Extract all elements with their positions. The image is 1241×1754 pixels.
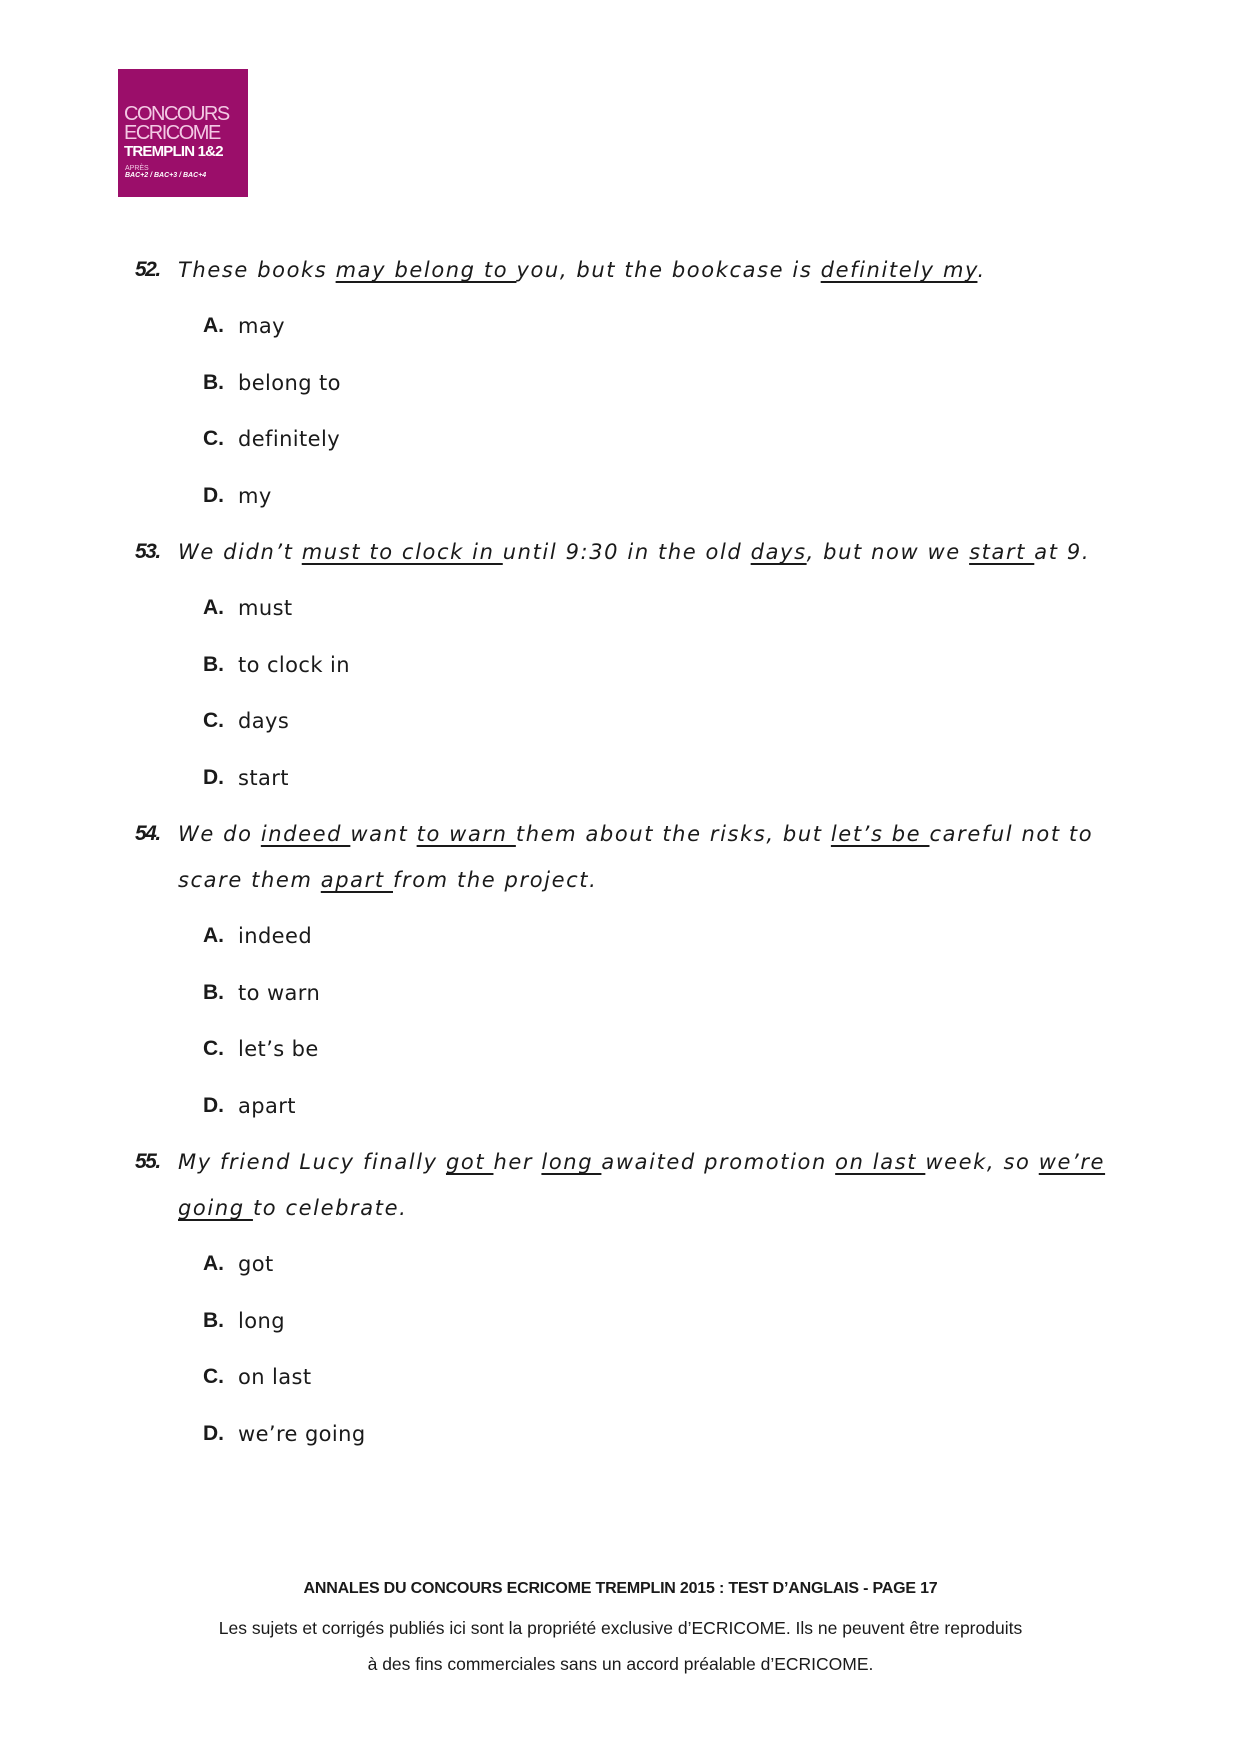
option-letter: B. <box>203 980 224 1004</box>
logo-text: TREMPLIN 1&2 <box>124 143 223 160</box>
underlined-segment: we’re going <box>178 1150 1106 1220</box>
option-text: may <box>238 314 285 338</box>
option-letter: C. <box>203 427 224 450</box>
answer-option <box>0 360 1241 417</box>
option-letter: A. <box>203 924 224 947</box>
question-number: 53. <box>135 540 160 563</box>
option-text: days <box>238 709 290 733</box>
question-number: 52. <box>135 258 160 281</box>
underlined-segment: indeed <box>260 822 351 846</box>
question-text: you, but the bookcase is <box>516 258 821 282</box>
footer-notice-line: à des fins commerciales sans un accord préalable d’ECRICOME. <box>367 1654 874 1674</box>
question-text: , but now we <box>806 540 970 564</box>
question-text: awaited promotion <box>601 1150 836 1174</box>
answer-option <box>0 913 1241 970</box>
answer-option <box>0 1026 1241 1083</box>
footer-title: ANNALES DU CONCOURS ECRICOME TREMPLIN 2015 : TEST D’ANGLAIS - PAGE 17 <box>303 1580 938 1597</box>
question-text: her <box>493 1150 542 1174</box>
option-letter: A. <box>203 596 224 619</box>
option-letter: C. <box>203 1037 224 1060</box>
option-letter: B. <box>203 370 224 394</box>
page-footer <box>0 1580 1241 1682</box>
question-text: at 9. <box>1034 540 1091 564</box>
footer-notice <box>0 1610 1241 1682</box>
question-text: My friend Lucy finally <box>178 1150 446 1174</box>
option-text: to clock in <box>238 652 350 677</box>
question-text: want <box>350 822 417 846</box>
option-text: to warn <box>238 980 321 1005</box>
answer-option <box>0 1241 1241 1298</box>
underlined-segment: start <box>969 540 1035 564</box>
question-text: week, so <box>925 1150 1039 1174</box>
option-text: must <box>238 596 293 620</box>
question <box>0 529 1138 575</box>
option-text: definitely <box>238 427 341 451</box>
answer-option <box>0 303 1241 360</box>
question-text: We didn’t <box>178 540 302 564</box>
option-text: start <box>238 765 289 790</box>
question-text: careful not to scare them <box>178 822 1094 892</box>
underlined-segment: apart <box>320 868 393 892</box>
underlined-segment: long <box>541 1150 602 1174</box>
option-letter: D. <box>203 1421 224 1445</box>
option-text: apart <box>238 1093 296 1118</box>
answer-option <box>0 416 1241 473</box>
option-text: we’re going <box>238 1421 366 1446</box>
option-text: long <box>238 1308 285 1333</box>
option-letter: C. <box>203 709 224 732</box>
option-text: let’s be <box>238 1037 319 1061</box>
answer-option <box>0 970 1241 1027</box>
underlined-segment: to warn <box>416 822 516 846</box>
footer-notice-line: Les sujets et corrigés publiés ici sont la propriété exclusive d’ECRICOME. Ils ne peuvent être reproduits <box>218 1618 1023 1638</box>
option-text: my <box>238 483 272 508</box>
ecricome-logo <box>118 69 248 197</box>
question-number: 54. <box>135 822 160 845</box>
underlined-segment: must to clock in <box>301 540 503 564</box>
answer-option <box>0 1298 1241 1355</box>
question-text: These books <box>178 258 336 282</box>
answer-option <box>0 473 1241 530</box>
question-number: 55. <box>135 1150 160 1173</box>
underlined-segment: on last <box>835 1150 926 1174</box>
option-letter: A. <box>203 314 224 337</box>
question-list <box>0 247 1241 1467</box>
underlined-segment: let’s be <box>830 822 930 846</box>
underlined-segment: days <box>750 540 807 564</box>
logo-text: BAC+2 / BAC+3 / BAC+4 <box>125 172 207 179</box>
option-letter: D. <box>203 765 224 789</box>
option-letter: B. <box>203 652 224 676</box>
answer-option <box>0 755 1241 812</box>
answer-option <box>0 1083 1241 1140</box>
option-letter: D. <box>203 1093 224 1117</box>
question-text: to celebrate. <box>252 1196 408 1220</box>
option-text: indeed <box>238 924 313 948</box>
question-text: from the project. <box>393 868 598 892</box>
logo-text: ECRICOME <box>124 122 220 144</box>
answer-option <box>0 1354 1241 1411</box>
underlined-segment: got <box>445 1150 494 1174</box>
option-letter: B. <box>203 1308 224 1332</box>
option-text: belong to <box>238 370 341 395</box>
logo-text: APRÈS <box>125 165 149 172</box>
question <box>0 811 1138 903</box>
logo-text: CONCOURS <box>124 103 229 125</box>
question <box>0 247 1138 293</box>
question-text: them about the risks, but <box>515 822 831 846</box>
answer-option <box>0 698 1241 755</box>
underlined-segment: may belong to <box>335 258 517 282</box>
option-letter: D. <box>203 483 224 507</box>
option-letter: C. <box>203 1365 224 1388</box>
question <box>0 1139 1138 1231</box>
question-text: until 9:30 in the old <box>502 540 751 564</box>
option-letter: A. <box>203 1252 224 1275</box>
option-text: got <box>238 1252 274 1276</box>
answer-option <box>0 585 1241 642</box>
underlined-segment: definitely my <box>820 258 978 282</box>
question-text: We do <box>178 822 261 846</box>
answer-option <box>0 642 1241 699</box>
answer-option <box>0 1411 1241 1468</box>
question-text: . <box>977 258 986 282</box>
option-text: on last <box>238 1365 312 1389</box>
